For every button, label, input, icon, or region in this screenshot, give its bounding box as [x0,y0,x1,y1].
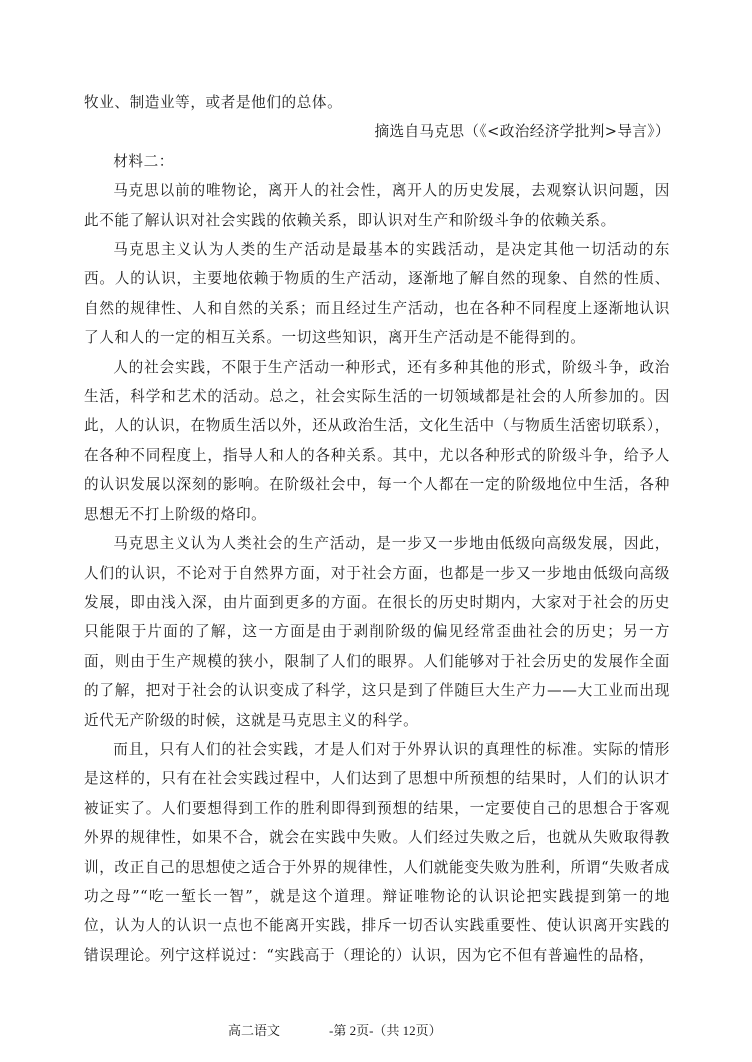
source-attribution: 摘选自马克思（《<政治经济学批判>导言》） [374,123,670,141]
paragraph: 马克思主义认为人类的生产活动是最基本的实践活动，是决定其他一切活动的东西。人的认识，主要地依赖于物质的生产活动，逐渐地了解自然的现象、自然的性质、自然的规律性、人和自然的关系；而且经过生产活动，也在各种不同程度上逐渐地认识了人和人的一定的相互关系。一切这些知识，离开生产活动是不能得到的。 [84,241,670,347]
section-heading: 材料二： [113,152,174,170]
paragraph: 马克思主义认为人类社会的生产活动，是一步又一步地由低级向高级发展，因此，人们的认识，不论对于自然界方面，对于社会方面，也都是一步又一步地由低级向高级发展，即由浅入深，由片面到更多的方面。在很长的历史时期内，大家对于社会的历史只能限于片面的了解，这一方面是由于剥削阶级的偏见经常歪曲社会的历史；另一方面，则由于生产规模的狭小，限制了人们的眼界。人们能够对于社会历史的发展作全面的了解，把对于社会的认识变成了科学，这只是到了伴随巨大生产力——大工业而出现近代无产阶级的时候，这就是马克思主义的科学。 [84,535,670,729]
footer-page-number: -第 2页-（共 12页） [329,1023,442,1038]
paragraph: 而且，只有人们的社会实践，才是人们对于外界认识的真理性的标准。实际的情形是这样的，只有在社会实践过程中，人们达到了思想中所预想的结果时，人们的认识才被证实了。人们要想得到工作的胜利即得到预想的结果，一定要使自己的思想合于客观外界的规律性，如果不合，就会在实践中失败。人们经过失败之后，也就从失败取得教训，改正自己的思想使之适合于外界的规律性，人们就能变失败为胜利，所谓“失败者成功之母”“吃一堑长一智”，就是这个道理。辩证唯物论的认识论把实践提到第一的地位，认为人的认识一点也不能离开实践，排斥一切否认实践重要性、使认识离开实践的错误理论。列宁这样说过：“实践高于（理论的）认识，因为它不但有普遍性的品格， [84,740,670,964]
paragraph: 马克思以前的唯物论，离开人的社会性，离开人的历史发展，去观察认识问题，因此不能了解认识对社会实践的依赖关系，即认识对生产和阶级斗争的依赖关系。 [84,182,670,229]
document-body [84,88,670,970]
footer-subject: 高二语文 [228,1023,281,1038]
paragraph-continuation: 牧业、制造业等，或者是他们的总体。 [84,94,343,111]
paragraph: 人的社会实践，不限于生产活动一种形式，还有多种其他的形式，阶级斗争，政治生活，科学和艺术的活动。总之，社会实际生活的一切领域都是社会的人所参加的。因此，人的认识，在物质生活以外，还从政治生活，文化生活中（与物质生活密切联系），在各种不同程度上，指导人和人的各种关系。其中，尤以各种形式的阶级斗争，给予人的认识发展以深刻的影响。在阶级社会中，每一个人都在一定的阶级地位中生活，各种思想无不打上阶级的烙印。 [84,358,670,523]
